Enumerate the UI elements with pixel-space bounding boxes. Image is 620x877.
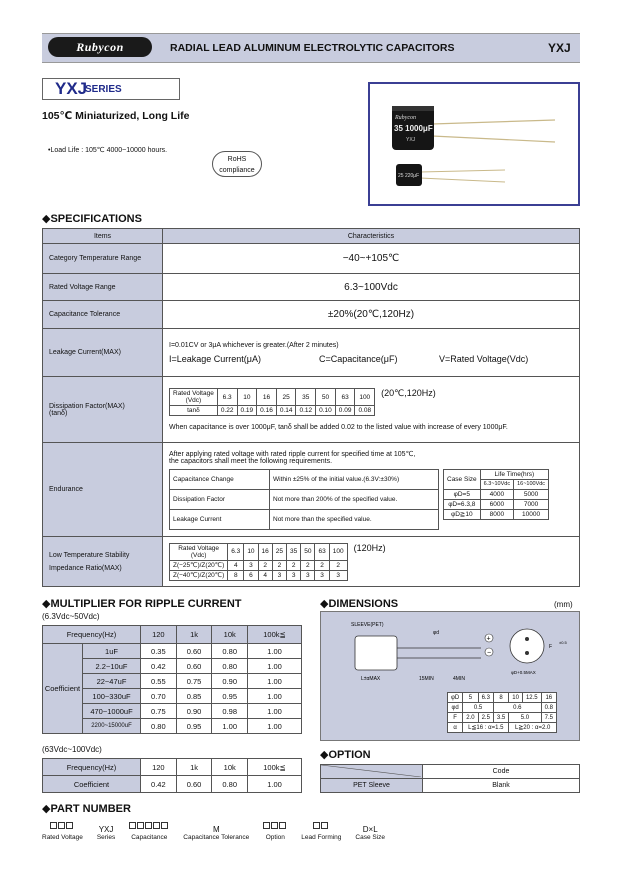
dimensions-title: ◆DIMENSIONS [320,598,399,610]
leakage-v-def: V=Rated Voltage(Vdc) [439,353,529,364]
dim-F-label: F [448,713,463,723]
dim-phiD: 6.3 [478,693,493,703]
items-header: Items [43,229,163,244]
pn-label: Lead Forming [301,834,342,841]
min15-label: 15MIN [419,676,434,682]
freq: 10k [212,759,248,776]
pn-series-code: YXJ [98,825,114,834]
multiplier-table-2 [42,758,302,793]
tan-v: 50 [316,389,336,406]
sleeve-label: SLEEVE(PET) [351,622,384,628]
life-b: 5000 [514,489,549,499]
series-code: YXJ [55,79,88,98]
coef: 0.80 [212,776,248,793]
pn-label: Rated Voltage [42,834,83,841]
req-name: Leakage Current [170,509,270,529]
imp-v: 16 [258,543,272,560]
req-name: Capacitance Change [170,469,270,489]
life-b: 7000 [514,499,549,509]
freq: 1k [176,759,212,776]
imp-r2: 3 [287,570,301,580]
coef: 0.60 [176,776,212,793]
imp-r1: 2 [301,560,315,570]
freq: 10k [212,626,248,644]
tan-value: 0.09 [335,406,355,416]
spec-item-dissipation [43,377,163,443]
tan-value: 0.12 [296,406,316,416]
option-diagonal-cell [321,765,423,779]
multiplier-table-1 [42,625,302,734]
imp-r1: 2 [315,560,329,570]
lowtemp-label2: Impedance Ratio(MAX) [49,564,122,572]
f-tol: ±0.5 [559,640,567,645]
coef: 1.00 [248,689,302,704]
pd-label: φD+0.5MAX [511,670,536,675]
tan-rated-voltage-label [170,389,218,406]
imp-r1: 2 [272,560,286,570]
leakage-c-def: C=Capacitance(μF) [319,353,398,364]
part-number-title: ◆PART NUMBER [42,803,131,815]
coef: 1.00 [248,644,302,659]
endurance-line2: the capacitors shall meet the following requirements. [169,457,333,465]
life-case: φD=5 [444,489,481,499]
imp-v: 35 [287,543,301,560]
spec-value-endurance [163,443,580,537]
imp-v: 50 [301,543,315,560]
case-size-label: Case Size [444,469,481,489]
spec-item-endurance: Endurance [43,443,163,537]
tan-v: 35 [296,389,316,406]
rubycon-logo: Rubycon [48,37,152,57]
cap-range: 1uF [83,644,141,659]
coef: 0.90 [212,674,248,689]
coef: 0.55 [141,674,177,689]
coef: 0.42 [141,659,177,674]
dimensions-unit: (mm) [554,600,573,609]
coef: 0.90 [176,704,212,719]
specifications-table [42,228,580,587]
cap-range: 100~330uF [83,689,141,704]
req-name: Dissipation Factor [170,489,270,509]
coef: 0.95 [212,689,248,704]
spec-value-leakage [163,329,580,377]
dim-F: 5.0 [509,713,541,723]
cap1-series: YXJ [406,137,416,143]
svg-text:−: − [487,649,492,657]
tan-value: 0.16 [257,406,277,416]
coef: 0.80 [141,719,177,734]
spec-value-dissipation [163,377,580,443]
imp-row1-label: Z(−25℃)/Z(20℃) [170,560,228,570]
dim-F: 7.5 [541,713,556,723]
spec-item-voltage: Rated Voltage Range [43,274,163,301]
imp-condition: (120Hz) [353,542,386,553]
life-time-table [443,469,549,520]
dim-phid-label: φd [448,703,463,713]
pn-tolerance [183,825,249,841]
leakage-formula: I=0.01CV or 3μA whichever is greater.(After 2 minutes) [169,341,339,349]
dim-F: 3.5 [493,713,508,723]
part-number-structure [42,816,385,841]
series-word: SERIES [85,84,122,95]
spec-item-temp: Category Temperature Range [43,244,163,274]
life-time-label: Life Time(hrs) [480,469,548,479]
tan-v: 63 [335,389,355,406]
dim-F: 2.0 [463,713,478,723]
dim-phiD: 12.5 [522,693,541,703]
rohs-line1: RoHS [227,156,247,163]
imp-r1: 3 [244,560,258,570]
dim-phiD: 10 [509,693,523,703]
top-view-circle [510,629,544,663]
pn-label: Capacitance [131,834,168,841]
coef: 0.35 [141,644,177,659]
dim-phiD-label: φD [448,693,463,703]
cap-range: 2200~15000uF [83,719,141,734]
freq-label: Frequency(Hz) [43,759,141,776]
life-sub2: 16~100Vdc [514,479,549,489]
dim-a1: L≦16 : α=1.5 [463,723,509,733]
tan-condition: (20℃,120Hz) [381,388,436,398]
coef: 1.00 [248,674,302,689]
imp-v: 63 [315,543,329,560]
dissipation-item-label2: (tanδ) [49,409,68,417]
spec-item-tolerance: Capacitance Tolerance [43,301,163,329]
pn-capacitance [129,816,169,841]
pn-label: Capacitance Tolerance [183,834,250,841]
coef: 0.70 [141,689,177,704]
tan-v: 25 [276,389,296,406]
freq: 1k [176,626,212,644]
imp-r2: 8 [228,570,244,580]
imp-v: 100 [329,543,347,560]
specifications-title: ◆SPECIFICATIONS [42,213,142,225]
f-label: F [549,644,553,650]
svg-text:+: + [486,635,491,643]
coef: 0.85 [176,689,212,704]
coef: 1.00 [248,776,302,793]
dim-a2: L≧20 : α=2.0 [509,723,557,733]
coef: 0.60 [176,659,212,674]
imp-row2-label: Z(−40℃)/Z(20℃) [170,570,228,580]
imp-r2: 3 [315,570,329,580]
option-table [320,764,580,793]
pn-label: Series [96,834,116,841]
dim-phid: 0.6 [493,703,541,713]
rv-label: Rated Voltage [173,390,214,397]
life-a: 4000 [480,489,513,499]
tan-value: 0.22 [217,406,237,416]
spec-value-tolerance: ±20%(20℃,120Hz) [163,301,580,329]
dimensions-panel [320,611,580,741]
l-label: L±αMAX [361,676,381,682]
header-title: RADIAL LEAD ALUMINUM ELECTROLYTIC CAPACITORS [170,42,455,54]
cap1-brand: Rubycon [395,115,416,121]
pn-case-size [355,825,385,841]
dim-phiD: 8 [493,693,508,703]
tan-value: 0.19 [237,406,257,416]
cap2-value: 25 220μF [398,173,420,179]
dim-phiD: 16 [541,693,556,703]
dim-a-label: α [448,723,463,733]
freq: 100k≦ [248,759,302,776]
product-photo [368,82,580,206]
spec-value-lowtemp [163,537,580,587]
tan-delta-table [169,388,375,416]
option-code: Blank [423,779,580,793]
coef: 1.00 [248,704,302,719]
spec-value-temp: −40~+105℃ [163,244,580,274]
dissipation-item-label: Dissipation Factor(MAX) [49,402,125,410]
endurance-line1: After applying rated voltage with rated ripple current for specified time at 105℃, [169,450,416,458]
coef: 1.00 [248,659,302,674]
freq: 120 [141,759,177,776]
tan-v: 100 [355,389,375,406]
dim-F: 2.5 [478,713,493,723]
endurance-requirements [169,469,439,530]
coef: 1.00 [212,719,248,734]
tan-v: 6.3 [217,389,237,406]
life-case: φD≧10 [444,509,481,519]
coef: 0.75 [141,704,177,719]
cap-range: 22~47uF [83,674,141,689]
imp-v: 6.3 [228,543,244,560]
imp-r1: 2 [329,560,347,570]
phid-label: φd [433,630,440,636]
option-code-label: Code [423,765,580,779]
pn-size-code: D×L [362,825,378,834]
tan-label: tanδ [170,406,218,416]
capacitor-photo-illustration [370,84,578,204]
dim-phid: 0.8 [541,703,556,713]
imp-rv-unit: (Vdc) [190,551,207,559]
coef: 0.80 [212,659,248,674]
rohs-badge [212,151,262,177]
coef: 0.80 [212,644,248,659]
imp-r2: 3 [301,570,315,580]
tan-note: When capacitance is over 1000μF, tanδ shall be added 0.02 to the listed value with increase of every 1000μF. [169,424,508,431]
pn-label: Option [265,834,285,841]
tan-v: 16 [257,389,277,406]
imp-r2: 6 [244,570,258,580]
pn-label: Case Size [355,834,386,841]
header-series-code: YXJ [548,41,571,55]
imp-r2: 3 [272,570,286,580]
option-name: PET Sleeve [321,779,423,793]
life-case: φD=6.3,8 [444,499,481,509]
imp-rv-text: Rated Voltage [178,544,220,552]
pn-lead-forming [301,816,341,841]
dimension-table [447,692,557,733]
imp-r1: 4 [228,560,244,570]
coef: 0.42 [141,776,177,793]
tan-value: 0.14 [276,406,296,416]
coef-label: Coefficient [43,644,83,734]
cap-range: 470~1000uF [83,704,141,719]
freq: 120 [141,626,177,644]
rv-unit: (Vdc) [185,397,202,404]
imp-v: 25 [272,543,286,560]
cap1-value: 35 1000μF [394,124,433,133]
coef: 0.95 [176,719,212,734]
imp-v: 10 [244,543,258,560]
tan-value: 0.08 [355,406,375,416]
rohs-line2: compliance [219,167,255,174]
tan-v: 10 [237,389,257,406]
spec-value-voltage: 6.3~100Vdc [163,274,580,301]
req-value: Not more than 200% of the specified value. [270,489,439,509]
life-a: 8000 [480,509,513,519]
min4-label: 4MIN [453,676,465,682]
multiplier-title: ◆MULTIPLIER FOR RIPPLE CURRENT [42,598,242,610]
multiplier-range2: (63Vdc~100Vdc) [42,745,102,754]
imp-r2: 4 [258,570,272,580]
dim-phiD: 5 [463,693,478,703]
imp-r1: 2 [258,560,272,570]
impedance-ratio-table [169,543,348,581]
freq-label: Frequency(Hz) [43,626,141,644]
pn-option [263,816,287,841]
pn-tolerance-code: M [212,825,220,834]
life-sub1: 6.3~10Vdc [480,479,513,489]
pn-series [97,825,115,841]
spec-item-lowtemp [43,537,163,587]
coef-label: Coefficient [43,776,141,793]
imp-r1: 2 [287,560,301,570]
pn-rated-voltage [42,816,83,841]
cap-range: 2.2~10uF [83,659,141,674]
imp-r2: 3 [329,570,347,580]
tagline: 105℃ Miniaturized, Long Life [42,110,190,122]
lowtemp-label1: Low Temperature Stability [49,551,130,559]
load-life: •Load Life : 105℃ 4000~10000 hours. [48,147,168,154]
dim-phid: 0.5 [463,703,494,713]
option-title: ◆OPTION [320,749,371,761]
life-b: 10000 [514,509,549,519]
tan-value: 0.10 [316,406,336,416]
freq: 100k≦ [248,626,302,644]
req-value: Within ±25% of the initial value.(6.3V:±30%) [270,469,439,489]
coef: 0.75 [176,674,212,689]
coef: 0.60 [176,644,212,659]
coef: 1.00 [248,719,302,734]
spec-item-leakage: Leakage Current(MAX) [43,329,163,377]
life-a: 6000 [480,499,513,509]
characteristics-header: Characteristics [163,229,580,244]
req-value: Not more than the specified value. [270,509,439,529]
coef: 0.98 [212,704,248,719]
imp-rv-label [170,543,228,560]
leakage-i-def: I=Leakage Current(μA) [169,353,261,364]
multiplier-range1: (6.3Vdc~50Vdc) [42,612,100,621]
